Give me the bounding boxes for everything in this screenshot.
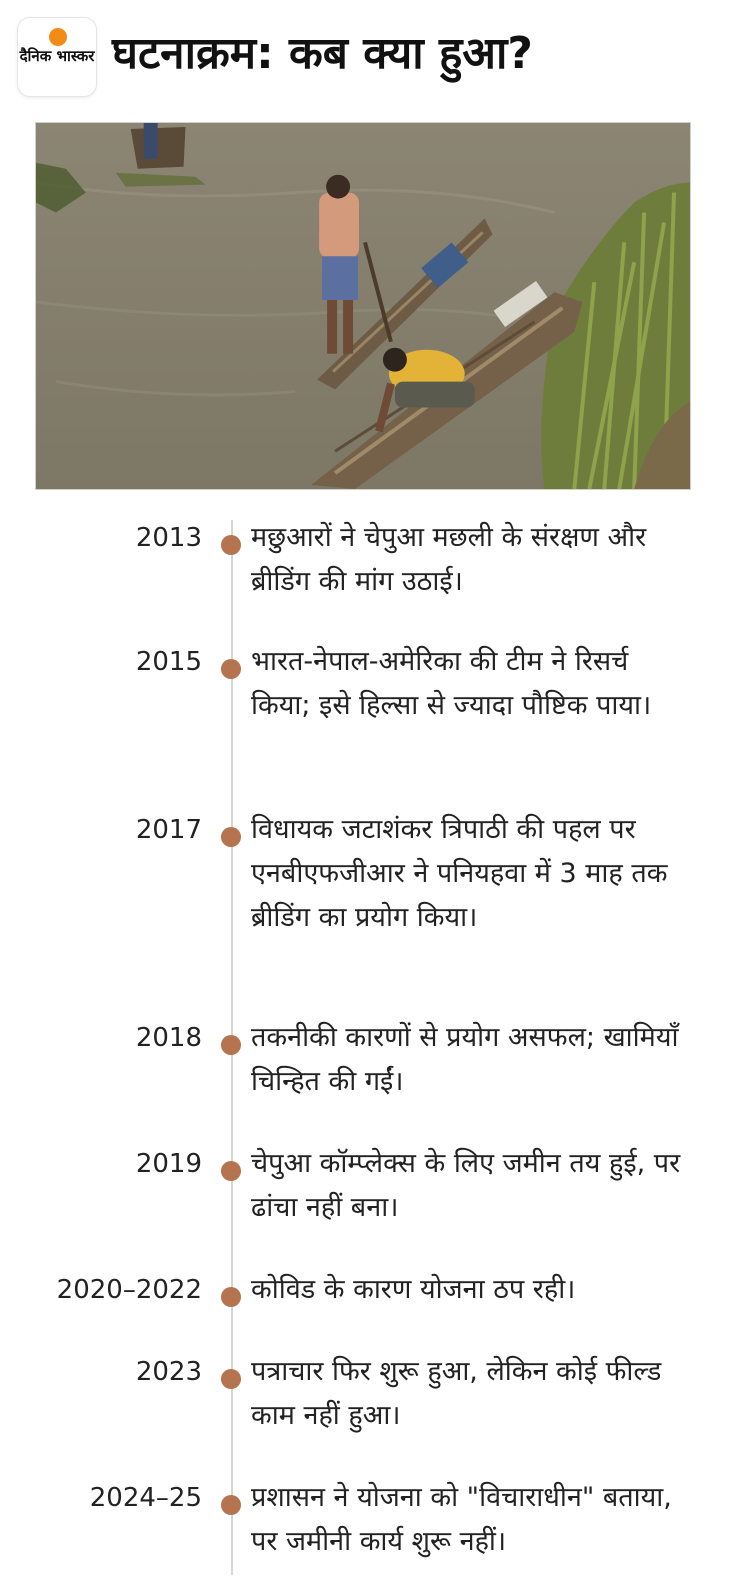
timeline-dot bbox=[221, 827, 241, 847]
river-boats-photo bbox=[35, 122, 691, 490]
event-year: 2019 bbox=[135, 1149, 202, 1179]
event-year: 2015 bbox=[135, 647, 202, 677]
photo-illustration bbox=[36, 123, 690, 489]
event-description: पत्राचार फिर शुरू हुआ, लेकिन कोई फील्ड काम नहीं हुआ। bbox=[251, 1356, 662, 1431]
timeline-dot bbox=[221, 1287, 241, 1307]
event-description: तकनीकी कारणों से प्रयोग असफल; खामियाँ चिन्हित की गईं। bbox=[251, 1022, 679, 1097]
timeline bbox=[0, 500, 730, 1577]
event-description: मछुआरों ने चेपुआ मछली के संरक्षण और ब्रीडिंग की मांग उठाई। bbox=[251, 522, 647, 597]
page-title: घटनाक्रम: कब क्या हुआ? bbox=[112, 28, 533, 79]
event-year: 2017 bbox=[135, 815, 202, 845]
event-year: 2018 bbox=[135, 1023, 202, 1053]
timeline-dot bbox=[221, 1495, 241, 1515]
timeline-dot bbox=[221, 659, 241, 679]
timeline-dot bbox=[221, 1369, 241, 1389]
event-year: 2024–25 bbox=[89, 1483, 202, 1513]
event-description: भारत-नेपाल-अमेरिका की टीम ने रिसर्च किया; इसे हिल्सा से ज्यादा पौष्टिक पाया। bbox=[251, 646, 652, 721]
timeline-dot bbox=[221, 535, 241, 555]
event-year: 2013 bbox=[135, 523, 202, 553]
event-description: कोविड के कारण योजना ठप रही। bbox=[251, 1274, 576, 1305]
timeline-dot bbox=[221, 1035, 241, 1055]
header bbox=[18, 16, 712, 98]
brand-logo[interactable] bbox=[18, 18, 96, 96]
event-description: प्रशासन ने योजना को "विचाराधीन" बताया, पर जमीनी कार्य शुरू नहीं। bbox=[251, 1482, 672, 1557]
timeline-dot bbox=[221, 1161, 241, 1181]
event-year: 2020–2022 bbox=[56, 1275, 202, 1305]
event-year: 2023 bbox=[135, 1357, 202, 1387]
logo-text: दैनिक भास्कर bbox=[19, 47, 95, 65]
event-description: विधायक जटाशंकर त्रिपाठी की पहल पर एनबीएफजीआर ने पनियहवा में 3 माह तक ब्रीडिंग का प्रयोग किया। bbox=[251, 814, 668, 933]
event-description: चेपुआ कॉम्प्लेक्स के लिए जमीन तय हुई, पर ढांचा नहीं बना। bbox=[251, 1148, 681, 1223]
sun-dot-icon bbox=[49, 28, 67, 46]
